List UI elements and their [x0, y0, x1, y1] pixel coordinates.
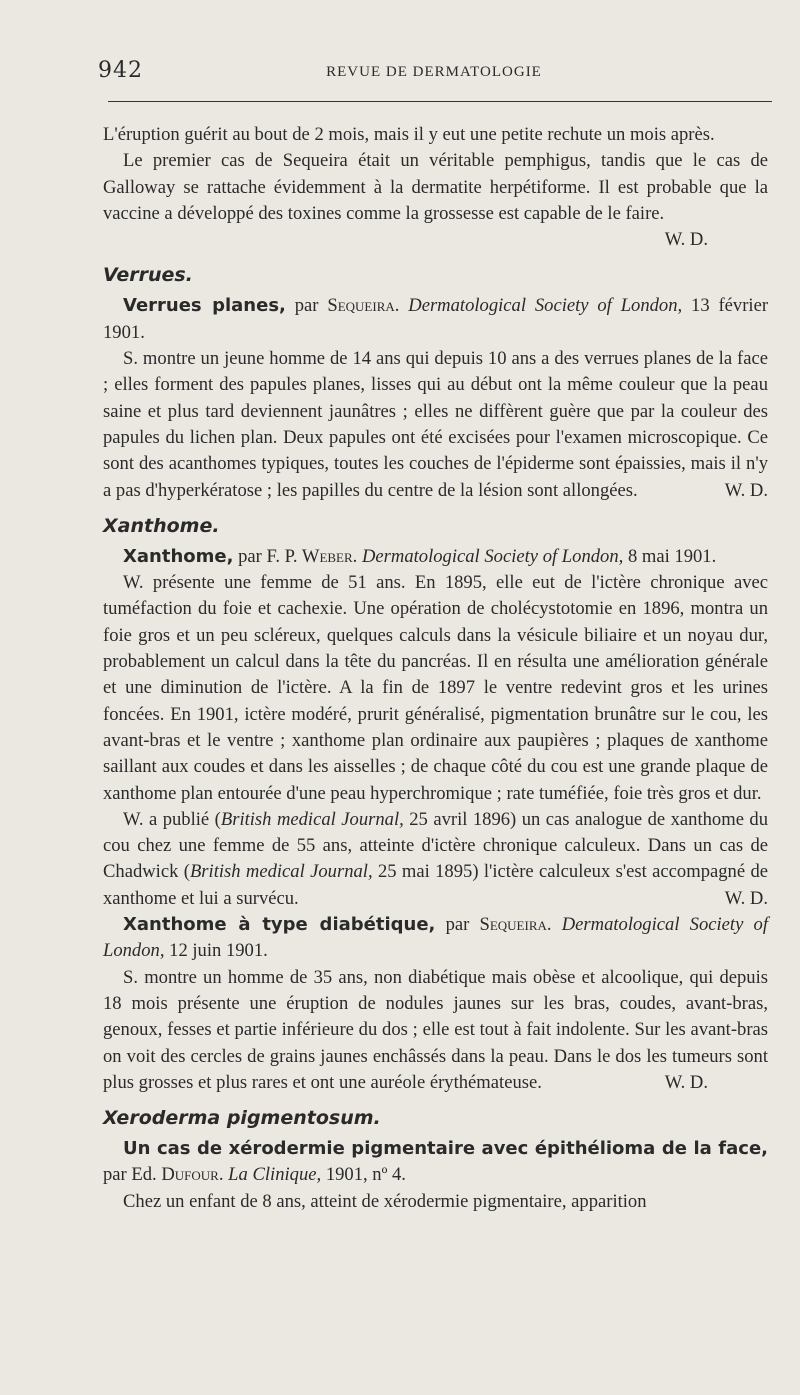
paragraph: [103, 807, 768, 912]
section-heading: Xeroderma pigmentosum.: [103, 1107, 381, 1130]
article-title: Verrues planes,: [123, 295, 286, 317]
text: 25 mai 1895) l'ictère calculeux s'est accompagné de xanthome et lui a survécu.: [103, 861, 768, 909]
signature: W. D.: [724, 479, 768, 501]
page-number: 942: [98, 58, 143, 83]
paragraph-text: S. montre un homme de 35 ans, non diabétique mais obèse et alcoolique, qui depuis 18 mois présente une éruption de nodules jaunes sur les bras, coudes, avant-bras, genoux, fesses et partie inférieure du dos ; elle est tout à fait indolente. Sur les avant-bras on voit des cercles de grains jaunes enchâssés dans la peau. Dans le dos les tumeurs sont plus grosses et plus rares et ont une auréole érythémateuse.: [103, 966, 768, 1093]
article-citation: [103, 544, 768, 570]
date: 1901, nº 4.: [325, 1164, 406, 1186]
paragraph: [103, 148, 768, 253]
author: Dufour.: [161, 1164, 224, 1186]
author: F. P. Weber.: [266, 545, 358, 567]
article-body: [103, 122, 768, 1215]
citation-by: par: [294, 295, 319, 317]
journal: Dermatological Society of London,: [103, 914, 768, 962]
journal: Dermatological Society of London,: [361, 545, 624, 567]
journal: British medical Journal,: [220, 808, 404, 830]
header-rule: [108, 101, 772, 102]
running-title: REVUE DE DERMATOLOGIE: [326, 64, 542, 80]
signature: W. D.: [664, 229, 708, 251]
page-header: [98, 58, 770, 88]
journal: British medical Journal,: [189, 861, 373, 883]
author: Sequeira.: [479, 914, 552, 936]
citation-by: par: [238, 545, 262, 567]
date: 8 mai 1901.: [627, 545, 717, 567]
citation-by: par: [445, 914, 470, 936]
paragraph: Chez un enfant de 8 ans, atteint de xérodermie pigmentaire, apparition: [123, 1190, 647, 1212]
paragraph: [103, 965, 768, 1096]
date: 13 février 1901.: [103, 295, 769, 343]
text: 25 avril 1896) un cas analogue de xanthome du cou chez une femme de 55 ans, atteinte d'ictère chronique calculeux. Dans un cas de Chadwick (: [103, 808, 769, 883]
paragraph: W. présente une femme de 51 ans. En 1895, elle eut de l'ictère chronique avec tuméfaction du foie et cachexie. Une opération de cholécystotomie en 1896, montra un foie gros et un peu scléreux, quelques calculs dans la vésicule biliaire et un noyau dur, probablement un calcul dans la tête du pancréas. Il en résulta une amélioration générale et une diminution de l'ictère. A la fin de 1897 le ventre redevint gros et les urines foncées. En 1901, ictère modéré, prurit généralisé, pigmentation brunâtre sur le cou, les avant-bras et le ventre ; xanthome plan ordinaire aux paupières ; plaques de xanthome saillant aux coudes et dans les aisselles ; de chaque côté du cou est une grande plaque de xanthome plan entourée d'une peau hyperchromique ; rate tuméfiée, foie très gros et dur.: [103, 572, 768, 804]
section-heading: Xanthome.: [103, 514, 220, 537]
article-title: Un cas de xérodermie pigmentaire avec épithélioma de la face,: [123, 1138, 768, 1160]
journal: Dermatological Society of London,: [408, 295, 683, 317]
paragraph: L'éruption guérit au bout de 2 mois, mais il y eut une petite rechute un mois après.: [103, 124, 715, 145]
article-citation: [103, 293, 768, 346]
paragraph: [103, 346, 768, 504]
signature: W. D.: [724, 887, 768, 909]
article-citation: [103, 1136, 768, 1189]
article-citation: [103, 912, 768, 965]
paragraph-text: S. montre un jeune homme de 14 ans qui depuis 10 ans a des verrues planes de la face ; elles forment des papules planes, lisses qui au début ont la même couleur que la peau saine et plus tard deviennent jaunâtres ; elles ne diffèrent guère que par la couleur des papules du lichen plan. Deux papules ont été excisées pour l'examen microscopique. Ce sont des acanthomes typiques, toutes les couches de l'épiderme sont épaissies, mais il n'y a pas d'hyperkératose ; les papilles du centre de la lésion sont allongées.: [103, 348, 768, 501]
section-heading: Verrues.: [103, 264, 193, 287]
author: Sequeira.: [327, 295, 400, 317]
journal: La Clinique,: [228, 1164, 322, 1186]
paragraph-text: Le premier cas de Sequeira était un véritable pemphigus, tandis que le cas de Galloway se rattache évidemment à la dermatite herpétiforme. Il est probable que la vaccine a développé des toxines comme la grossesse est capable de le faire.: [103, 150, 768, 224]
article-title: Xanthome,: [123, 545, 234, 567]
signature: W. D.: [664, 1071, 708, 1093]
citation-by: par Ed.: [103, 1164, 157, 1186]
article-title: Xanthome à type diabétique,: [123, 914, 436, 936]
date: 12 juin 1901.: [169, 940, 268, 962]
text: W. a publié (: [123, 808, 221, 830]
